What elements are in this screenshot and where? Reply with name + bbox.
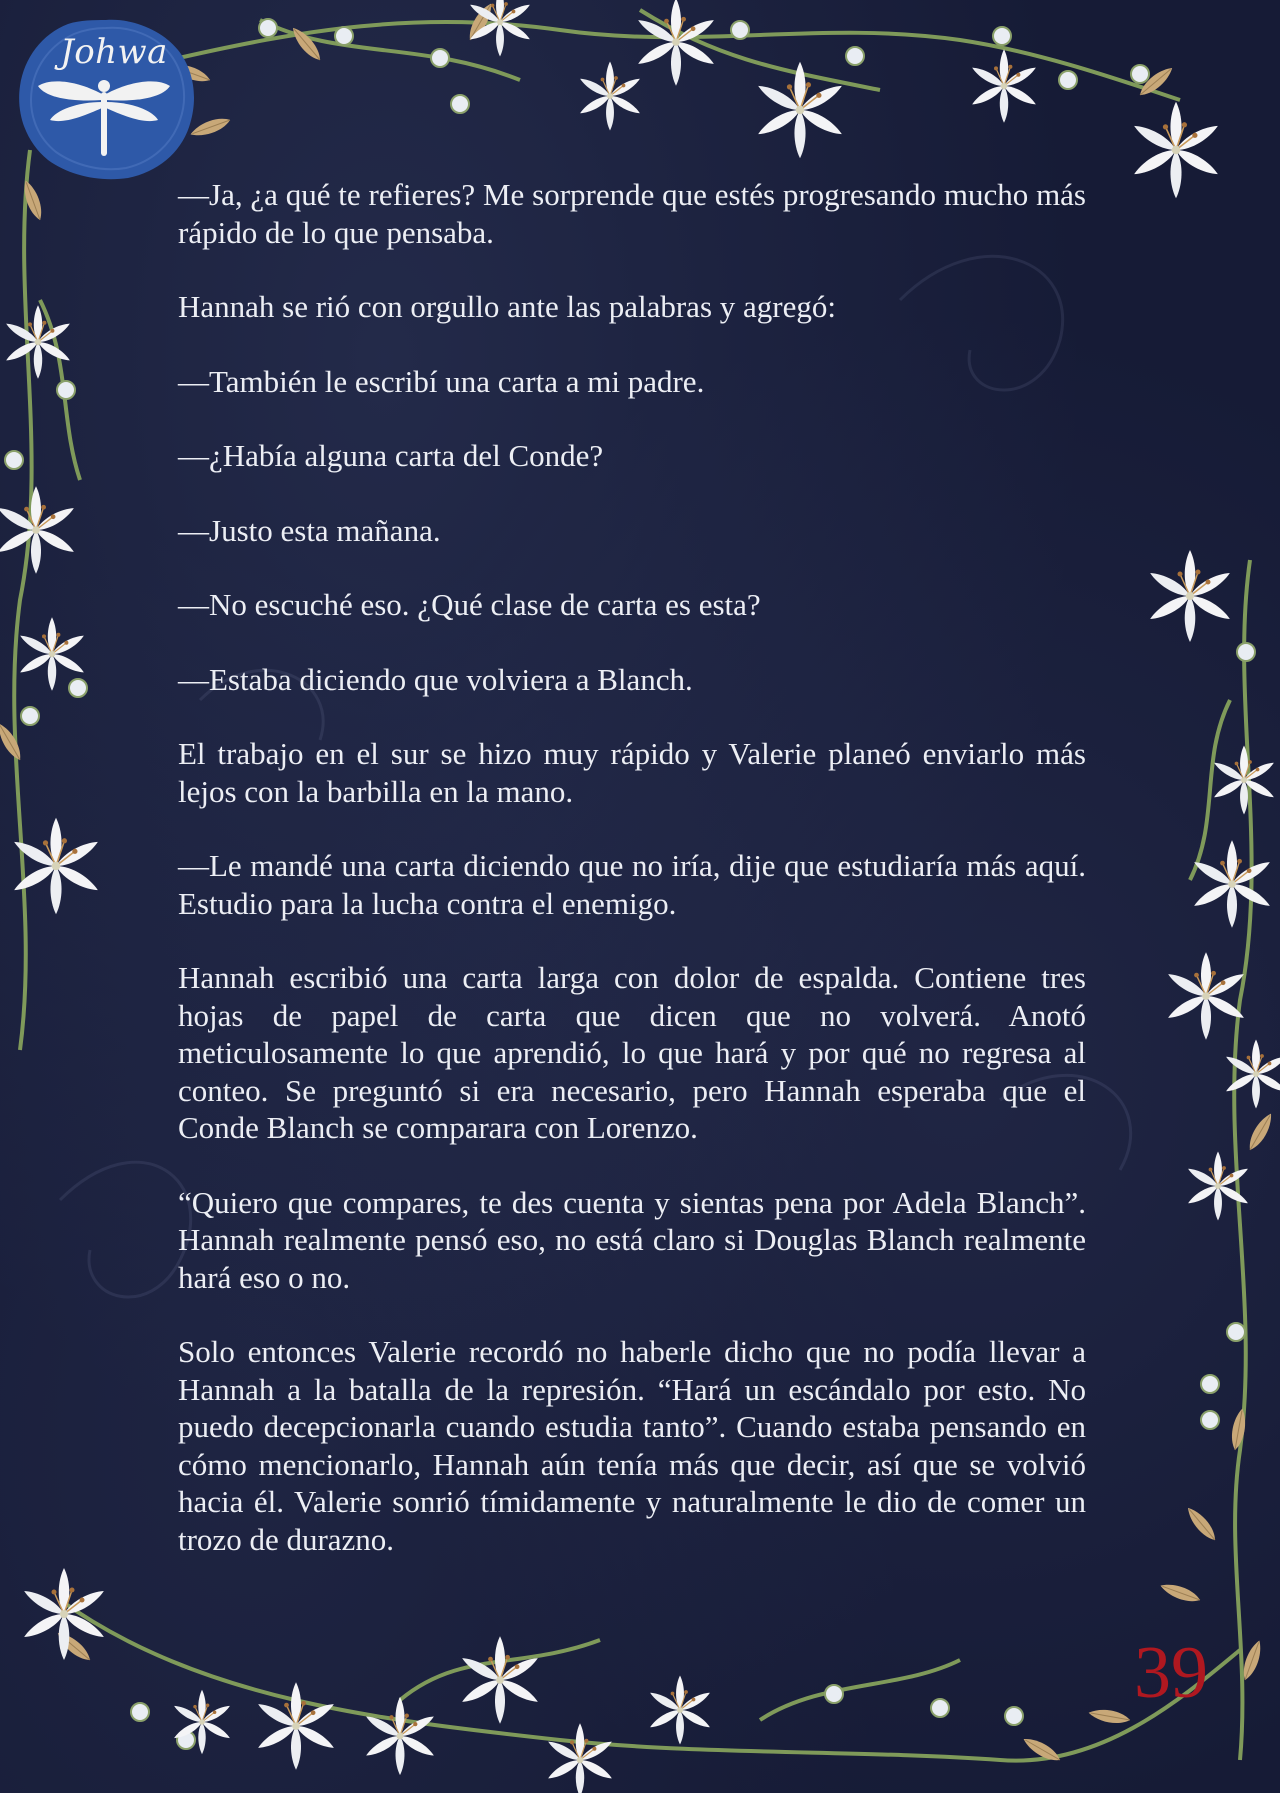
logo-text: Johwa — [60, 32, 168, 72]
paragraph: —Ja, ¿a qué te refieres? Me sorprende que estés progresando mucho más rápido de lo que pensaba. — [178, 177, 1086, 250]
paragraph: Hannah se rió con orgullo ante las palabras y agregó: — [178, 289, 836, 324]
page-number: 39 — [1134, 1632, 1208, 1714]
paragraph: —No escuché eso. ¿Qué clase de carta es esta? — [178, 587, 761, 622]
johwa-logo — [12, 14, 200, 182]
paragraph: —También le escribí una carta a mi padre. — [178, 363, 705, 399]
paragraph: Hannah escribió una carta larga con dolor de espalda. Contiene tres hojas de papel de carta que dicen que no volverá. Anotó meticulosamente lo que aprendió, lo que hará y por qué no regresa al conteo. Se preguntó si era necesario, pero Hannah esperaba que el Conde Blanch se comparara con Lorenzo. — [178, 960, 1086, 1145]
paragraph: —Estaba diciendo que volviera a Blanch. — [178, 661, 693, 697]
chapter-text — [178, 176, 1086, 1595]
paragraph: —Le mandé una carta diciendo que no iría, dije que estudiaría más aquí. Estudio para la lucha contra el enemigo. — [178, 848, 1086, 921]
paragraph: —¿Había alguna carta del Conde? — [178, 438, 604, 473]
paragraph: —Justo esta mañana. — [178, 512, 441, 548]
paragraph: Solo entonces Valerie recordó no haberle dicho que no podía llevar a Hannah a la batalla de la represión. “Hará un escándalo por esto. No puedo decepcionarla cuando estudia tanto”. Cuando estaba pensando en cómo mencionarlo, Hannah aún tenía más que decir, así que se volvió hacia él. Valerie sonrió tímidamente y naturalmente le dio de comer un trozo de durazno. — [178, 1334, 1086, 1557]
paragraph: El trabajo en el sur se hizo muy rápido y Valerie planeó enviarlo más lejos con la barbilla en la mano. — [178, 736, 1086, 809]
paragraph: “Quiero que compares, te des cuenta y sientas pena por Adela Blanch”. Hannah realmente pensó eso, no está claro si Douglas Blanch realmente hará eso o no. — [178, 1184, 1086, 1295]
